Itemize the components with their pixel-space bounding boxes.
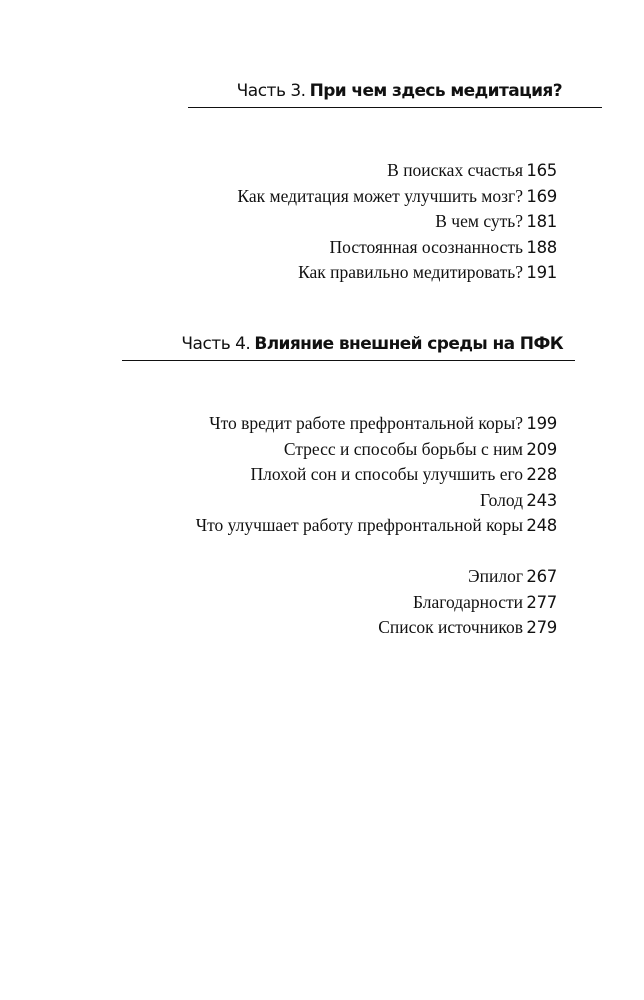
toc-entry-page: 277 (526, 592, 557, 612)
toc-entry[interactable] (196, 490, 557, 516)
toc-entry-title: Постоянная осознанность (329, 236, 523, 257)
toc-entry[interactable] (196, 464, 557, 490)
back-matter-toc (378, 566, 557, 643)
toc-entry-title: В поисках счастья (387, 160, 523, 180)
toc-entry[interactable] (196, 439, 557, 465)
toc-entry[interactable] (237, 186, 557, 212)
toc-entry-title: Что улучшает работу префронтальной коры (195, 515, 523, 535)
part-4-toc (196, 413, 557, 541)
toc-entry-title: Плохой сон и способы улучшить его (250, 464, 523, 484)
toc-entry-page: 248 (526, 516, 557, 535)
toc-entry[interactable] (378, 617, 557, 643)
part-3-toc (237, 160, 557, 288)
toc-entry-page: 279 (526, 618, 557, 637)
part-3-label: Часть 3. (236, 81, 306, 101)
toc-entry-title: Список источников (378, 617, 523, 637)
toc-entry[interactable] (237, 160, 557, 186)
toc-entry-page: 209 (526, 439, 557, 459)
toc-entry-title: Благодарности (412, 591, 523, 612)
toc-entry-page: 191 (526, 263, 557, 282)
toc-entry-title: Что вредит работе префронтальной коры? (209, 413, 523, 433)
toc-entry-title: Стресс и способы борьбы с ним (283, 438, 523, 459)
part-4-title: Влияние внешней среды на ПФК (254, 334, 563, 354)
toc-entry-page: 188 (526, 237, 557, 257)
toc-entry-title: Как медитация может улучшить мозг? (237, 185, 523, 206)
toc-entry-page: 169 (526, 186, 557, 206)
toc-entry-title: В чем суть? (435, 211, 523, 231)
part-3-title: При чем здесь медитация? (309, 81, 562, 101)
toc-entry-page: 267 (526, 567, 557, 586)
toc-entry[interactable] (378, 566, 557, 592)
toc-entry-title: Эпилог (468, 566, 523, 586)
toc-entry[interactable] (237, 237, 557, 263)
toc-entry-page: 181 (526, 212, 557, 231)
toc-entry[interactable] (196, 413, 557, 439)
toc-entry-page: 228 (526, 465, 557, 484)
toc-entry[interactable] (196, 515, 557, 541)
toc-entry-title: Голод (480, 489, 523, 510)
toc-entry[interactable] (378, 592, 557, 618)
part-3-heading (188, 81, 602, 108)
toc-entry-page: 165 (526, 161, 557, 180)
toc-entry-page: 199 (526, 414, 557, 433)
toc-entry-title: Как правильно медитировать? (298, 262, 523, 282)
toc-entry[interactable] (237, 262, 557, 288)
part-4-label: Часть 4. (181, 334, 251, 354)
toc-entry-page: 243 (526, 490, 557, 510)
toc-entry[interactable] (237, 211, 557, 237)
part-4-heading (122, 334, 575, 361)
